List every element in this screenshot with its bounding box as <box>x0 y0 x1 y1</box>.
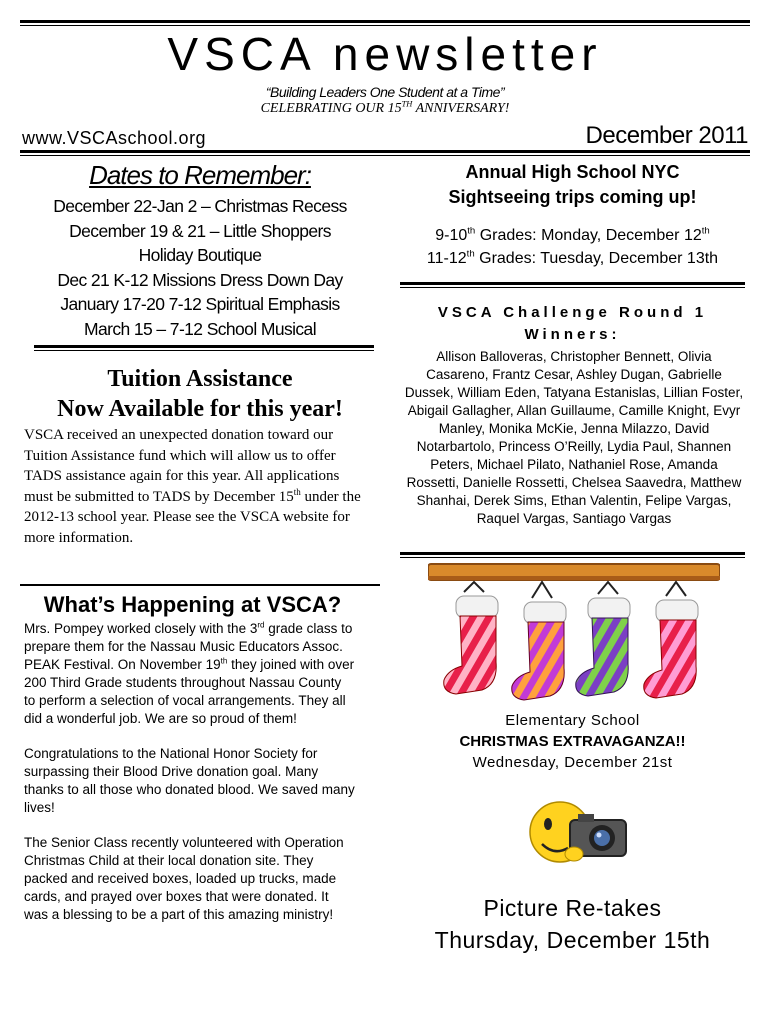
retakes-block <box>395 892 750 956</box>
extravaganza-date: Wednesday, December 21st <box>472 754 673 771</box>
extravaganza-block <box>395 710 750 773</box>
date-item: Holiday Boutique <box>138 245 262 265</box>
dates-heading: Dates to Remember: <box>89 160 311 190</box>
stocking-4 <box>644 582 698 698</box>
newsletter-title: VSCA newsletter <box>167 28 603 80</box>
tagline: “Building Leaders One Student at a Time” <box>265 84 505 100</box>
retakes-date: Thursday, December 15th <box>434 927 711 953</box>
trips-schedule <box>395 224 750 270</box>
tuition-heading <box>20 364 380 424</box>
happening-paragraph: Mrs. Pompey worked closely with the 3rd grade class to prepare them for the Nassau Music Educators Assoc. PEAK Festival. On November 19th they joined with over 200 Third Grade students throughout Nassau County to perform a selection of vocal arrangements. They all did a wonderful job. We are so proud of them! <box>24 620 355 726</box>
stocking-1 <box>444 582 498 694</box>
trip-line: 9-10th Grades: Monday, December 12th <box>435 225 710 244</box>
happening-paragraph: Congratulations to the National Honor Society for surpassing their Blood Drive donation goal. Many thanks to all those who donated blood. We saved many lives! <box>24 746 355 815</box>
challenge-heading-line: Winners: <box>524 326 621 343</box>
trips-divider <box>400 282 745 288</box>
challenge-winners: Allison Balloveras, Christopher Bennett, Olivia Casareno, Frantz Cesar, Ashley Dugan, Gabrielle Dussek, William Eden, Tatyana Estanislas, Lillian Foster, Abigail Gallagher, Allan Guillaume, Camille Knight, Evyr Manley, Monika McKie, Jenna Milazzo, David Notarbartolo, Princess O’Reilly, Lydia Paul, Shannen Peters, Michael Pilato, Nathaniel Rose, Amanda Rossetti, Danielle Rossetti, Chelsea Saavedra, Matthew Shanhai, Derek Sims, Ethan Valentin, Felipe Vargas, Raquel Vargas, Santiago Vargas <box>404 349 744 526</box>
camera-smiley-illustration <box>518 794 638 874</box>
christmas-stockings-illustration <box>428 562 720 712</box>
tuition-divider <box>20 584 380 586</box>
date-item: March 15 – 7-12 School Musical <box>84 318 316 339</box>
date-item: December 22-Jan 2 – Christmas Recess <box>53 196 347 216</box>
trips-heading-line: Sightseeing trips coming up! <box>448 187 697 207</box>
date-item: Dec 21 K-12 Missions Dress Down Day <box>57 269 343 290</box>
stocking-2 <box>512 582 566 700</box>
anniversary-line: CELEBRATING OUR 15TH ANNIVERSARY! <box>260 99 510 116</box>
dates-divider <box>34 345 374 351</box>
tuition-heading-line: Tuition Assistance <box>107 366 293 392</box>
issue-date: December 2011 <box>585 122 748 149</box>
extravaganza-line: Elementary School <box>505 712 640 729</box>
trips-heading-line: Annual High School NYC <box>465 162 680 182</box>
trips-heading <box>395 160 750 210</box>
happening-paragraph: The Senior Class recently volunteered with Operation Christmas Child at their local donation site. They packed and received boxes, loaded up trucks, made cards, and prayed over boxes that were donated. It was a blessing to be a part of this amazing ministry! <box>24 835 344 922</box>
date-item: December 19 & 21 – Little Shoppers <box>69 220 331 241</box>
trip-line: 11-12th Grades: Tuesday, December 13th <box>426 248 719 267</box>
date-item: January 17-20 7-12 Spiritual Emphasis <box>60 294 340 314</box>
website-link[interactable]: www.VSCAschool.org <box>22 128 207 148</box>
challenge-heading <box>395 302 750 346</box>
challenge-heading-line: VSCA Challenge Round 1 <box>437 304 708 321</box>
retakes-title: Picture Re-takes <box>483 895 662 921</box>
header-bottom-rule <box>20 150 750 156</box>
extravaganza-title: CHRISTMAS EXTRAVAGANZA!! <box>459 733 686 750</box>
happening-heading: What’s Happening at VSCA? <box>43 592 342 617</box>
dates-list <box>20 194 380 341</box>
stocking-3 <box>576 582 630 696</box>
happening-body <box>24 620 356 924</box>
tuition-heading-line: Now Available for this year! <box>57 396 343 422</box>
challenge-divider <box>400 552 745 558</box>
tuition-body: VSCA received an unexpected donation toward our Tuition Assistance fund which will allow us to offer TADS assistance again for this year. All applications must be submitted to TADS by December 15th under the 2012-13 school year. Please see the VSCA website for more information. <box>24 427 361 546</box>
